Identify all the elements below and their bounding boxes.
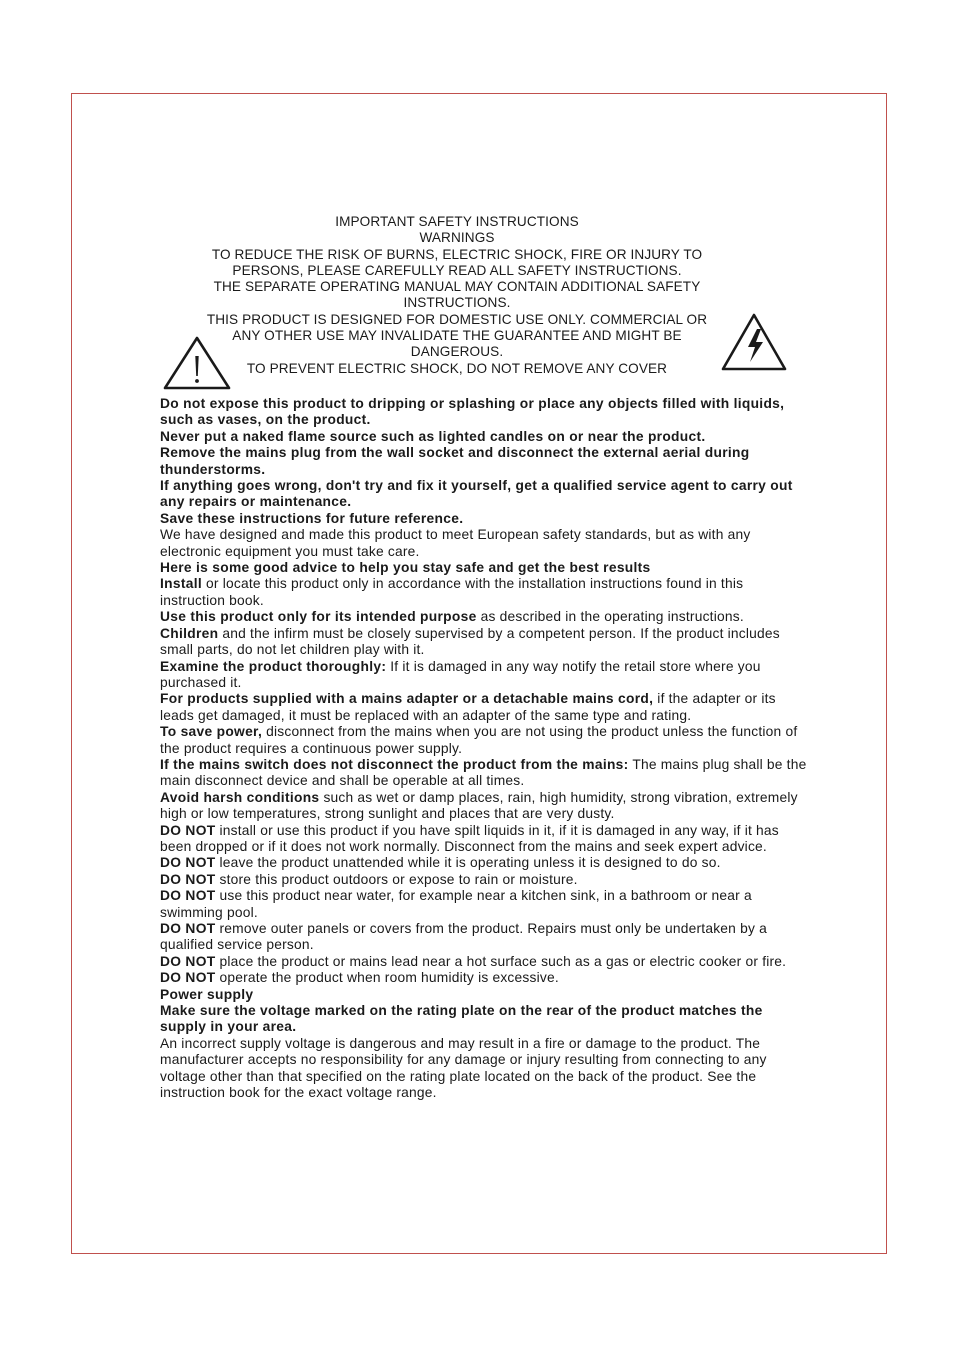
instruction-paragraph: Save these instructions for future reference. (160, 510, 464, 526)
header-line: THE SEPARATE OPERATING MANUAL MAY CONTAIN ADDITIONAL SAFETY (213, 279, 701, 295)
safety-header (190, 214, 724, 377)
header-line: PERSONS, PLEASE CAREFULLY READ ALL SAFETY INSTRUCTIONS. (232, 262, 682, 278)
header-line: DANGEROUS. (410, 344, 504, 360)
instruction-paragraph: Install or locate this product only in accordance with the installation instructions found in this instruction book. (160, 576, 744, 608)
electric-shock-warning-icon (720, 312, 788, 372)
header-warnings: WARNINGS (419, 230, 495, 246)
instruction-paragraph: DO NOT remove outer panels or covers from the product. Repairs must only be undertaken by a qualified service person. (160, 921, 767, 953)
instruction-paragraph: An incorrect supply voltage is dangerous and may result in a fire or damage to the product. The manufacturer accepts no responsibility for any damage or injury resulting from connecting to any voltage other than that specified on the rating plate located on the back of the product. See the instruction book for the exact voltage range. (160, 1035, 767, 1101)
instruction-paragraph: We have designed and made this product to meet European safety standards, but as with any electronic equipment you must take care. (160, 527, 751, 559)
instruction-paragraph: DO NOT place the product or mains lead near a hot surface such as a gas or electric cooker or fire. (160, 953, 787, 969)
header-line: TO PREVENT ELECTRIC SHOCK, DO NOT REMOVE ANY COVER (246, 360, 668, 376)
instruction-paragraph: DO NOT install or use this product if you have spilt liquids in it, if it is damaged in any way, if it has been dropped or if it does not work normally. Disconnect from the mains and seek expert advice. (160, 822, 779, 854)
instruction-paragraph: Here is some good advice to help you stay safe and get the best results (160, 560, 651, 576)
safety-instructions-body (160, 396, 810, 1101)
instruction-paragraph: To save power, disconnect from the mains when you are not using the product unless the function of the product requires a continuous power supply. (160, 724, 798, 756)
exclamation-warning-icon (162, 335, 232, 391)
instruction-paragraph: Remove the mains plug from the wall socket and disconnect the external aerial during thunderstorms. (160, 445, 750, 477)
header-line: TO REDUCE THE RISK OF BURNS, ELECTRIC SHOCK, FIRE OR INJURY TO (211, 246, 703, 262)
instruction-paragraph: If anything goes wrong, don't try and fix it yourself, get a qualified service agent to carry out any repairs or maintenance. (160, 478, 793, 510)
instruction-paragraph: Examine the product thoroughly: If it is damaged in any way notify the retail store where you purchased it. (160, 658, 761, 690)
instruction-paragraph: Do not expose this product to dripping or splashing or place any objects filled with liquids, such as vases, on the product. (160, 396, 785, 428)
instruction-paragraph: DO NOT leave the product unattended while it is operating unless it is designed to do so. (160, 855, 721, 871)
instruction-paragraph: DO NOT operate the product when room humidity is excessive. (160, 970, 559, 986)
instruction-paragraph: Never put a naked flame source such as lighted candles on or near the product. (160, 428, 706, 444)
instruction-paragraph: Avoid harsh conditions such as wet or damp places, rain, high humidity, strong vibration, extremely high or low temperatures, strong sunlight and places that are very dusty. (160, 789, 798, 822)
header-line: INSTRUCTIONS. (403, 295, 511, 311)
header-title: IMPORTANT SAFETY INSTRUCTIONS (335, 214, 579, 229)
instruction-paragraph: DO NOT store this product outdoors or expose to rain or moisture. (160, 871, 578, 887)
power-supply-heading: Power supply (160, 986, 254, 1002)
header-line: ANY OTHER USE MAY INVALIDATE THE GUARANTEE AND MIGHT BE (232, 328, 682, 344)
instruction-paragraph: Make sure the voltage marked on the rating plate on the rear of the product matches the supply in your area. (160, 1003, 763, 1035)
instruction-paragraph: For products supplied with a mains adapter or a detachable mains cord, if the adapter or its leads get damaged, it must be replaced with an adapter of the same type and rating. (160, 691, 776, 723)
instruction-paragraph: If the mains switch does not disconnect the product from the mains: The mains plug shall be the main disconnect device and shall be operable at all times. (160, 756, 807, 789)
instruction-paragraph: Children and the infirm must be closely supervised by a competent person. If the product includes small parts, do not let children play with it. (160, 625, 780, 658)
instruction-paragraph: Use this product only for its intended purpose as described in the operating instructions. (160, 609, 744, 625)
instruction-paragraph: DO NOT use this product near water, for example near a kitchen sink, in a bathroom or near a swimming pool. (160, 888, 752, 920)
header-line: THIS PRODUCT IS DESIGNED FOR DOMESTIC USE ONLY. COMMERCIAL OR (206, 311, 708, 327)
